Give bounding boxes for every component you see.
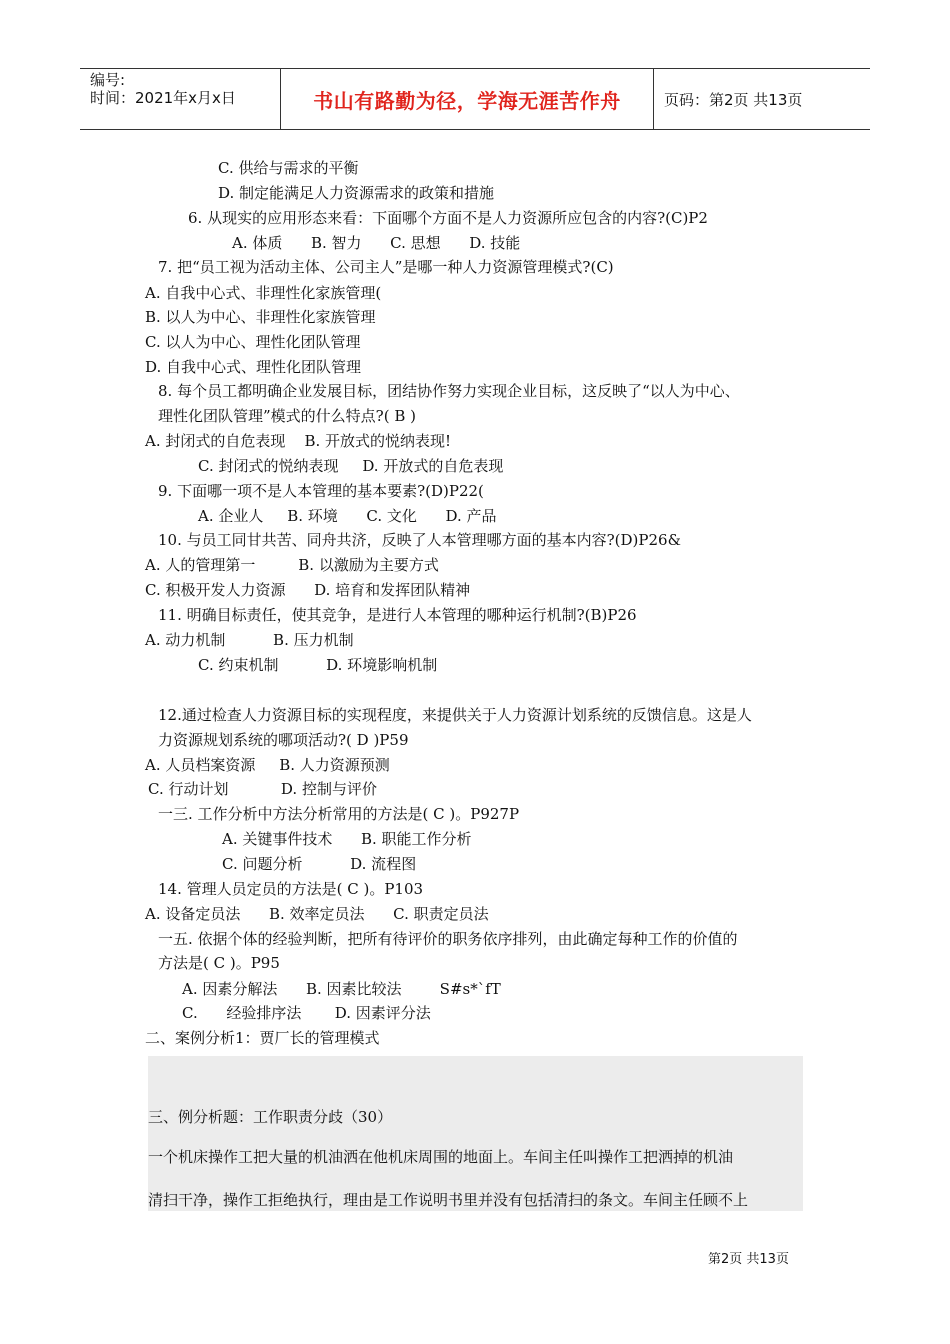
question-line: 一五. 依据个体的经验判断，把所有待评价的职务依序排列，由此确定每种工作的价值的 <box>158 930 738 948</box>
option-line: A. 体质 B. 智力 C. 思想 D. 技能 <box>232 234 521 252</box>
option-line: B. 以人为中心、非理性化家族管理 <box>145 308 376 326</box>
question-line: 6. 从现实的应用形态来看：下面哪个方面不是人力资源所应包含的内容?(C)P2 <box>188 209 708 227</box>
option-line: C. 以人为中心、理性化团队管理 <box>145 333 361 351</box>
option-line: C. 约束机制 D. 环境影响机制 <box>198 656 438 674</box>
question-line: 8. 每个员工都明确企业发展目标，团结协作努力实现企业目标，这反映了“以人为中心、 <box>158 382 740 400</box>
question-line: 一三. 工作分析中方法分析常用的方法是( C )。P927P <box>158 805 520 823</box>
case-placeholder-box <box>148 1056 803 1211</box>
option-line: A. 因素分解法 B. 因素比较法 S#s*`fT <box>182 980 501 998</box>
option-line: C. 行动计划 D. 控制与评价 <box>148 780 377 798</box>
question-line: 理性化团队管理”模式的什么特点?( B ) <box>158 407 416 425</box>
question-line: 9. 下面哪一项不是人本管理的基本要素?(D)P22( <box>158 482 484 500</box>
option-line: A. 人员档案资源 B. 人力资源预测 <box>145 756 390 774</box>
paragraph-line: 一个机床操作工把大量的机油洒在他机床周围的地面上。车间主任叫操作工把洒掉的机油 <box>148 1148 734 1166</box>
option-line: A. 关键事件技术 B. 职能工作分析 <box>222 830 472 848</box>
option-line: A. 自我中心式、非理性化家族管理( <box>145 284 382 302</box>
page-header <box>80 68 870 130</box>
option-line: C. 积极开发人力资源 D. 培育和发挥团队精神 <box>145 581 471 599</box>
footer-page-number: 第2页 共13页 <box>708 1252 789 1267</box>
option-line: A. 企业人 B. 环境 C. 文化 D. 产品 <box>198 507 497 525</box>
option-line: A. 设备定员法 B. 效率定员法 C. 职责定员法 <box>145 905 489 923</box>
question-line: 方法是( C )。P95 <box>158 954 280 972</box>
option-line: C. 问题分析 D. 流程图 <box>222 855 417 873</box>
date-label: 时间：2021年x月x日 <box>90 89 236 107</box>
option-line: A. 人的管理第一 B. 以激励为主要方式 <box>145 556 439 574</box>
question-line: 14. 管理人员定员的方法是( C )。P103 <box>158 880 424 898</box>
section-heading: 二、案例分析1：贾厂长的管理模式 <box>145 1029 380 1047</box>
option-line: D. 制定能满足人力资源需求的政策和措施 <box>218 184 495 202</box>
question-line: 10. 与员工同甘共苦、同舟共济，反映了人本管理哪方面的基本内容?(D)P26& <box>158 531 681 549</box>
question-line: 12.通过检查人力资源目标的实现程度，来提供关于人力资源计划系统的反馈信息。这是人 <box>158 706 752 724</box>
header-page-number: 页码：第2页 共13页 <box>664 90 803 109</box>
option-line: A. 动力机制 B. 压力机制 <box>145 631 354 649</box>
option-line: C. 经验排序法 D. 因素评分法 <box>182 1004 431 1022</box>
question-line: 7. 把“员工视为活动主体、公司主人”是哪一种人力资源管理模式?(C) <box>158 258 614 276</box>
question-line: 力资源规划系统的哪项活动?( D )P59 <box>158 731 409 749</box>
option-line: D. 自我中心式、理性化团队管理 <box>145 358 362 376</box>
option-line: A. 封闭式的自危表现 B. 开放式的悦纳表现! <box>145 432 452 450</box>
paragraph-line: 清扫干净，操作工拒绝执行，理由是工作说明书里并没有包括清扫的条文。车间主任顾不上 <box>148 1191 749 1209</box>
option-line: C. 供给与需求的平衡 <box>218 159 359 177</box>
question-line: 11. 明确目标责任，使其竞争，是进行人本管理的哪种运行机制?(B)P26 <box>158 606 637 624</box>
header-meta <box>80 69 281 129</box>
section-heading: 三、例分析题：工作职责分歧（30） <box>148 1108 393 1126</box>
option-line: C. 封闭式的悦纳表现 D. 开放式的自危表现 <box>198 457 504 475</box>
serial-label: 编号: <box>90 71 126 89</box>
header-motto: 书山有路勤为径，学海无涯苦作舟 <box>281 69 654 129</box>
